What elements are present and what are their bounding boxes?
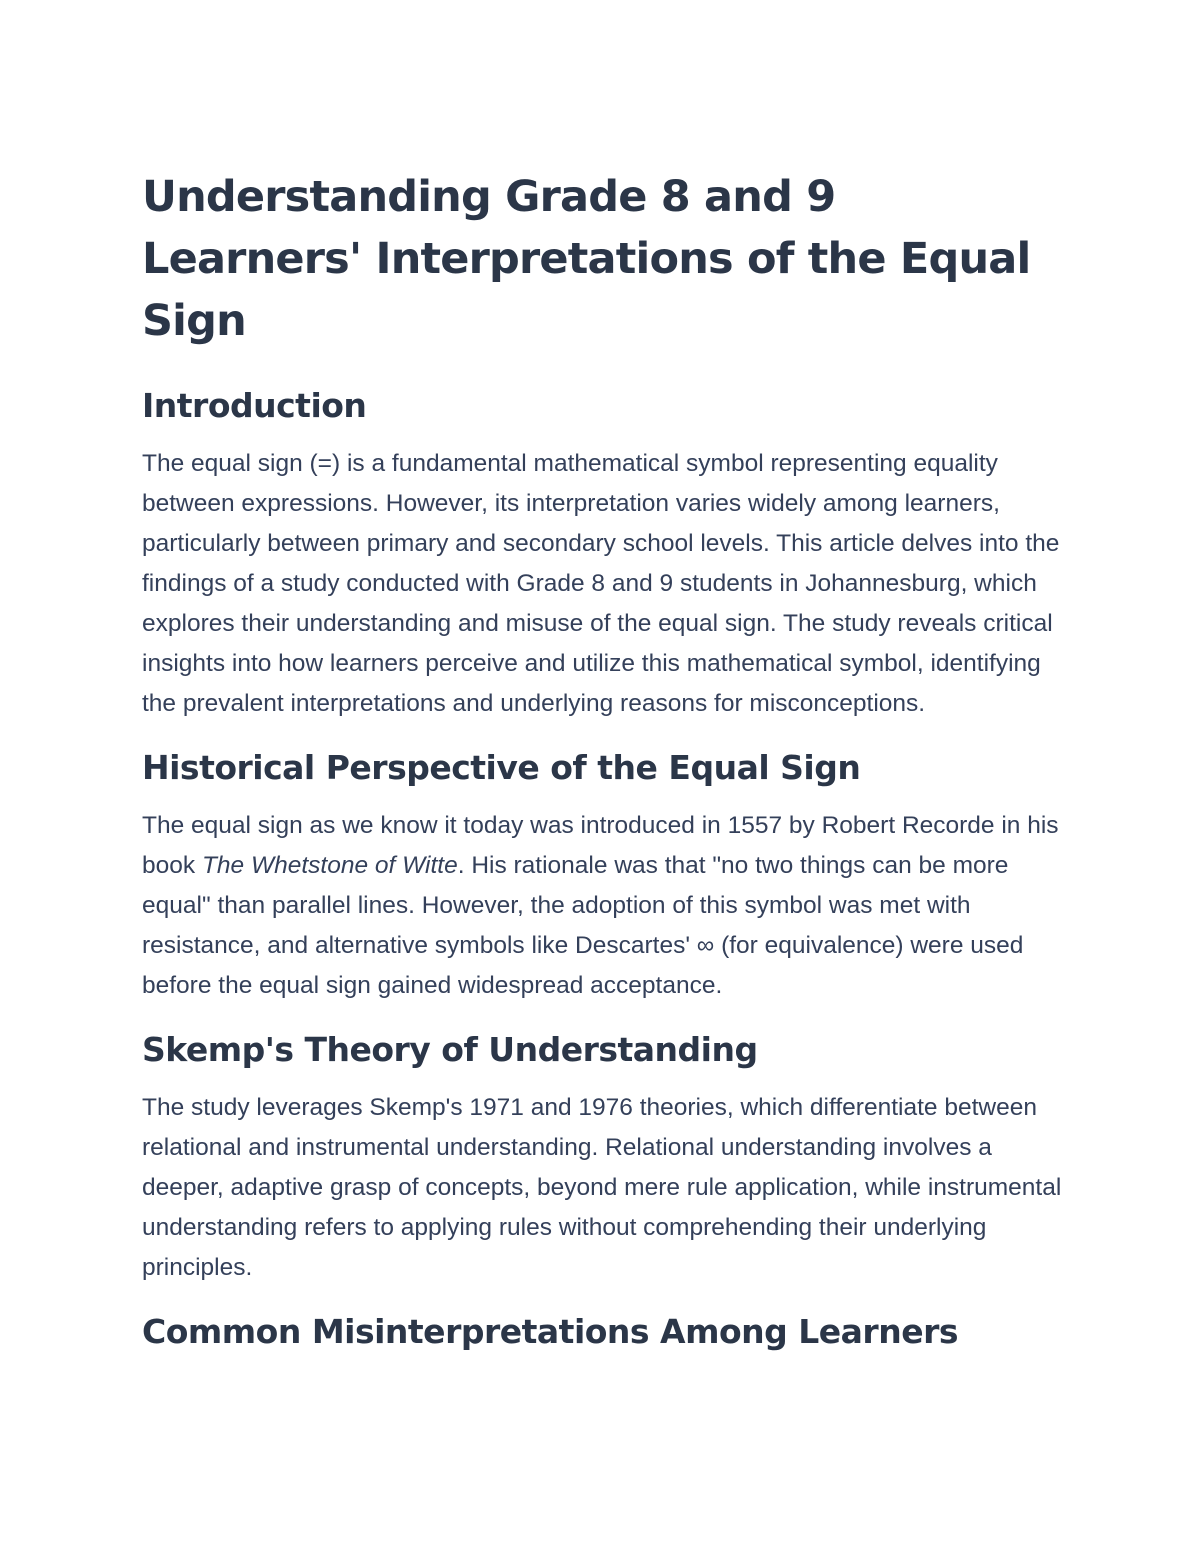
- heading-historical-perspective: Historical Perspective of the Equal Sign: [142, 748, 861, 787]
- document-page: [142, 166, 1067, 1370]
- heading-introduction: Introduction: [142, 386, 367, 425]
- paragraph-introduction: The equal sign (=) is a fundamental mathematical symbol representing equality between expressions. However, its interpretation varies widely among learners, particularly between primary and secondary school levels. This article delves into the findings of a study conducted with Grade 8 and 9 students in Johannesburg, which explores their understanding and misuse of the equal sign. The study reveals critical insights into how learners perceive and utilize this mathematical symbol, identifying the prevalent interpretations and underlying reasons for misconceptions.: [142, 450, 1060, 717]
- heading-common-misinterpretations: Common Misinterpretations Among Learners: [142, 1312, 958, 1351]
- paragraph-skemp-theory: The study leverages Skemp's 1971 and 1976 theories, which differentiate between relational and instrumental understanding. Relational understanding involves a deeper, adaptive grasp of concepts, beyond mere rule application, while instrumental understanding refers to applying rules without comprehending their underlying principles.: [142, 1094, 1062, 1281]
- paragraph-text-after-book: . His rationale was that "no two things can be more equal" than parallel lines. However, the adoption of this symbol was met with resistance, and alternative symbols like Descartes' ∞ (for equivalence) were used before the equal sign gained widespread acceptance.: [142, 852, 1024, 999]
- heading-skemp-theory: Skemp's Theory of Understanding: [142, 1030, 758, 1069]
- paragraph-historical-perspective: [142, 806, 1067, 1006]
- document-title: Understanding Grade 8 and 9 Learners' Interpretations of the Equal Sign: [142, 172, 1031, 346]
- paragraph-text-before-book: The equal sign as we know it today was introduced in 1557 by Robert Recorde in his book: [142, 812, 1059, 879]
- book-title: The Whetstone of Witte: [201, 852, 458, 879]
